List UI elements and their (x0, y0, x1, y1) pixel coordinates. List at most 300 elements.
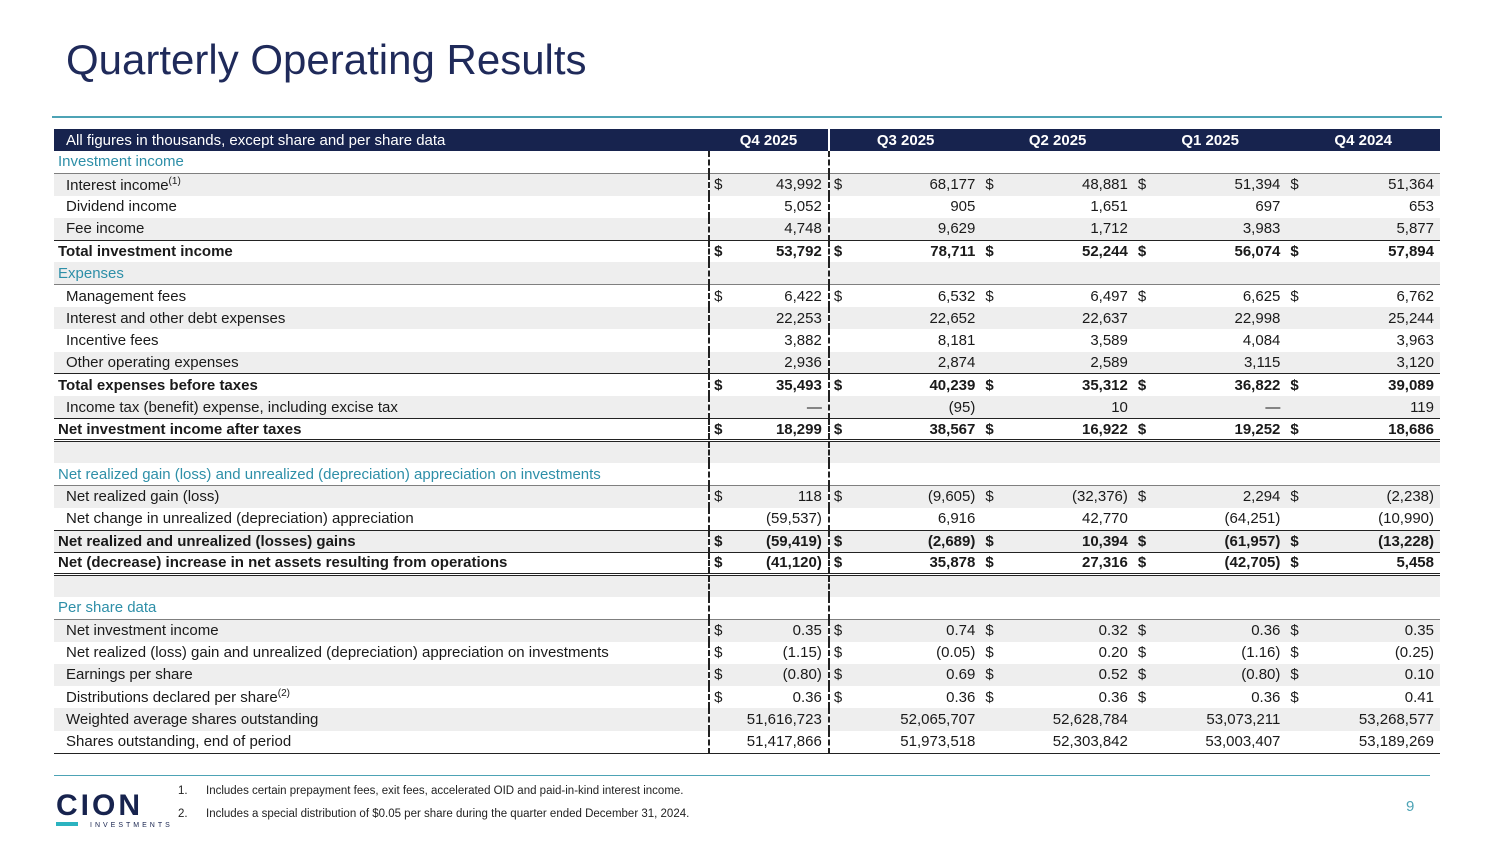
value-cell: (1.16) (1241, 644, 1281, 662)
currency-symbol (981, 597, 1014, 619)
currency-symbol (981, 352, 1014, 374)
value-cell (1319, 597, 1440, 619)
currency-symbol (1286, 262, 1319, 284)
currency-symbol (981, 196, 1014, 218)
currency-symbol (981, 151, 1014, 173)
value-cell: 5,458 (1319, 552, 1440, 574)
row-label (54, 686, 709, 708)
row-label (54, 196, 709, 218)
currency-symbol: $ (985, 688, 994, 706)
row-label (54, 218, 709, 240)
value-cell: 35,493 (730, 374, 829, 396)
value-cell: (42,705) (1167, 552, 1287, 574)
value-cell: 6,422 (730, 285, 829, 307)
currency-symbol (1134, 307, 1167, 329)
currency-symbol (981, 441, 1014, 463)
row-label-text: Net realized gain (loss) (66, 488, 220, 506)
table-row (54, 218, 1440, 240)
footnote (178, 783, 689, 806)
currency-symbol (709, 441, 729, 463)
currency-symbol (981, 262, 1014, 284)
currency-symbol (829, 196, 862, 218)
currency-symbol (1134, 575, 1167, 597)
currency-symbol (1286, 731, 1319, 753)
currency-symbol (1286, 196, 1319, 218)
value-cell: 2,294 (1167, 485, 1287, 507)
footer-divider (54, 775, 1430, 776)
value-cell: 22,652 (862, 307, 982, 329)
value-cell: 35,878 (862, 552, 982, 574)
header-quarter: Q4 2025 (709, 129, 829, 151)
table-row (54, 619, 1440, 641)
table-row (54, 708, 1440, 730)
value-cell: 0.35 (1319, 619, 1440, 641)
currency-symbol (1134, 262, 1167, 284)
currency-symbol (829, 597, 862, 619)
row-label-text: Net investment income after taxes (58, 420, 302, 438)
currency-symbol: $ (714, 287, 723, 305)
value-cell: (41,120) (730, 552, 829, 574)
footnotes (178, 783, 689, 829)
value-cell: (32,376) (1014, 485, 1134, 507)
currency-symbol (1134, 218, 1167, 240)
value-cell: 3,115 (1167, 352, 1287, 374)
value-cell: 22,998 (1167, 307, 1287, 329)
currency-symbol: $ (829, 419, 862, 441)
header-quarter: Q1 2025 (1134, 129, 1287, 151)
value-cell: 0.36 (1098, 688, 1128, 706)
value-cell: 0.32 (1014, 619, 1134, 641)
currency-symbol (829, 463, 862, 485)
row-label (54, 396, 709, 418)
currency-symbol: $ (1134, 240, 1167, 262)
row-label-text: Total investment income (58, 243, 233, 261)
currency-symbol (709, 196, 729, 218)
row-label-text: Net investment income (66, 622, 219, 640)
value-cell: 905 (950, 198, 976, 216)
footnote (178, 806, 689, 829)
value-cell: 53,189,269 (1319, 731, 1440, 753)
currency-symbol: $ (981, 664, 1014, 686)
value-cell (1167, 463, 1287, 485)
table-header-row (54, 129, 1440, 151)
value-cell: 119 (1319, 396, 1440, 418)
row-label-text: Distributions declared per share (66, 689, 278, 707)
currency-symbol: $ (1134, 419, 1167, 441)
value-cell: 0.52 (1014, 664, 1134, 686)
table-row (54, 686, 1440, 708)
row-label (54, 463, 709, 485)
value-cell: 6,497 (1090, 287, 1128, 305)
currency-symbol: $ (981, 485, 1014, 507)
row-label-text: Fee income (66, 220, 145, 238)
header-quarter: Q2 2025 (981, 129, 1134, 151)
currency-symbol (981, 463, 1014, 485)
value-cell (862, 262, 982, 284)
currency-symbol: $ (1286, 619, 1319, 641)
value-cell: 53,003,407 (1167, 731, 1287, 753)
currency-symbol (829, 262, 862, 284)
currency-symbol (981, 731, 1014, 753)
section-header-row (54, 597, 1440, 619)
value-cell: 10,394 (1014, 530, 1134, 552)
currency-symbol (709, 463, 729, 485)
value-cell: 51,616,723 (730, 708, 829, 730)
title-divider (52, 116, 1442, 118)
currency-symbol: $ (1134, 664, 1167, 686)
value-cell: 43,992 (730, 173, 829, 195)
currency-symbol (1286, 508, 1319, 530)
currency-symbol (829, 508, 862, 530)
currency-symbol (1286, 575, 1319, 597)
value-cell: 5,877 (1319, 218, 1440, 240)
footnote-reference: (2) (277, 688, 291, 700)
currency-symbol: $ (1137, 688, 1147, 706)
value-cell: 0.36 (730, 686, 829, 708)
value-cell: 2,874 (862, 352, 982, 374)
currency-symbol: $ (1134, 374, 1167, 396)
currency-symbol (829, 329, 862, 351)
value-cell (1167, 441, 1287, 463)
currency-symbol (1134, 731, 1167, 753)
row-label (54, 374, 709, 396)
currency-symbol (709, 508, 729, 530)
footnote-number: 1. (178, 785, 188, 797)
row-label (54, 597, 709, 619)
currency-symbol (1286, 463, 1319, 485)
row-label-text: Other operating expenses (66, 354, 239, 372)
row-label-text: Weighted average shares outstanding (66, 711, 319, 729)
row-label (54, 329, 709, 351)
value-cell: 6,762 (1396, 287, 1434, 305)
row-label-text: Total expenses before taxes (58, 376, 258, 394)
currency-symbol (981, 218, 1014, 240)
currency-symbol (1134, 508, 1167, 530)
row-label-text: Net (decrease) increase in net assets resulting from operations (58, 554, 508, 572)
value-cell (730, 575, 829, 597)
currency-symbol (709, 262, 729, 284)
value-cell: (0.25) (1394, 644, 1434, 662)
value-cell: 0.10 (1319, 664, 1440, 686)
table-row (54, 731, 1440, 753)
value-cell (862, 597, 982, 619)
row-label (54, 708, 709, 730)
value-cell: 35,312 (1014, 374, 1134, 396)
row-label (54, 664, 709, 686)
currency-symbol (709, 731, 729, 753)
footnote-text: Includes certain prepayment fees, exit fees, accelerated OID and paid-in-kind interest income. (206, 785, 684, 797)
row-label (54, 508, 709, 530)
section-header-row (54, 151, 1440, 173)
currency-symbol (1134, 352, 1167, 374)
currency-symbol (981, 329, 1014, 351)
value-cell: 1,712 (1014, 218, 1134, 240)
row-label-text: Net realized gain (loss) and unrealized (depreciation) appreciation on investments (58, 465, 601, 483)
currency-symbol: $ (1134, 485, 1167, 507)
value-cell (862, 463, 982, 485)
value-cell (1167, 575, 1287, 597)
table-row (54, 485, 1440, 507)
currency-symbol: $ (981, 173, 1014, 195)
currency-symbol: $ (981, 374, 1014, 396)
row-label-text: Management fees (66, 287, 187, 305)
footnote-number: 2. (178, 808, 188, 820)
value-cell (1319, 151, 1440, 173)
value-cell: — (730, 396, 829, 418)
row-label (54, 552, 709, 574)
value-cell (730, 262, 829, 284)
currency-symbol (709, 708, 729, 730)
logo-subtitle: INVESTMENTS (90, 822, 173, 829)
currency-symbol: $ (1290, 287, 1299, 305)
currency-symbol: $ (709, 552, 729, 574)
currency-symbol: $ (829, 240, 862, 262)
currency-symbol: $ (714, 688, 723, 706)
currency-symbol (1134, 196, 1167, 218)
value-cell (730, 463, 829, 485)
currency-symbol: $ (709, 530, 729, 552)
row-label (54, 575, 709, 597)
currency-symbol (1134, 396, 1167, 418)
value-cell: 3,589 (1090, 332, 1128, 350)
value-cell: (2,238) (1319, 485, 1440, 507)
value-cell: 52,303,842 (1014, 731, 1134, 753)
value-cell (1014, 463, 1134, 485)
row-label (54, 307, 709, 329)
table-row (54, 196, 1440, 218)
value-cell (1319, 575, 1440, 597)
row-label-text: Incentive fees (66, 332, 159, 350)
currency-symbol: $ (829, 552, 862, 574)
page-number: 9 (1406, 798, 1415, 815)
currency-symbol (829, 307, 862, 329)
table-row (54, 285, 1440, 307)
value-cell: (0.05) (936, 644, 976, 662)
currency-symbol: $ (1134, 530, 1167, 552)
currency-symbol: $ (1286, 374, 1319, 396)
row-label (54, 352, 709, 374)
row-label (54, 619, 709, 641)
row-label (54, 285, 709, 307)
table-row (54, 642, 1440, 664)
value-cell: 52,244 (1014, 240, 1134, 262)
value-cell: — (1167, 396, 1287, 418)
currency-symbol (709, 396, 729, 418)
value-cell: 53,792 (730, 240, 829, 262)
spacer-row (54, 575, 1440, 597)
currency-symbol: $ (981, 419, 1014, 441)
currency-symbol (1134, 708, 1167, 730)
section-header-row (54, 262, 1440, 284)
value-cell (1014, 441, 1134, 463)
value-cell: 2,589 (1014, 352, 1134, 374)
row-label-text: Interest and other debt expenses (66, 309, 286, 327)
value-cell: 25,244 (1319, 307, 1440, 329)
currency-symbol: $ (985, 644, 994, 662)
value-cell: 56,074 (1167, 240, 1287, 262)
value-cell: 697 (1255, 198, 1281, 216)
currency-symbol: $ (1290, 688, 1299, 706)
currency-symbol: $ (985, 287, 994, 305)
value-cell (862, 575, 982, 597)
currency-symbol: $ (981, 530, 1014, 552)
value-cell: (64,251) (1224, 510, 1281, 528)
value-cell: 0.36 (946, 688, 976, 706)
value-cell: 653 (1408, 198, 1434, 216)
currency-symbol (829, 151, 862, 173)
row-label-text: Earnings per share (66, 666, 193, 684)
currency-symbol: $ (1286, 173, 1319, 195)
table-row (54, 508, 1440, 530)
value-cell (1014, 151, 1134, 173)
row-label (54, 441, 709, 463)
row-label-text: Shares outstanding, end of period (66, 733, 292, 751)
value-cell: 51,364 (1319, 173, 1440, 195)
value-cell: 6,625 (1242, 287, 1281, 305)
currency-symbol: $ (833, 644, 843, 662)
currency-symbol: $ (829, 619, 862, 641)
currency-symbol (829, 708, 862, 730)
value-cell: 3,983 (1167, 218, 1287, 240)
value-cell (1014, 575, 1134, 597)
value-cell: (95) (862, 396, 982, 418)
row-label (54, 485, 709, 507)
value-cell (730, 597, 829, 619)
footnote-text: Includes a special distribution of $0.05 per share during the quarter ended December 31, 2024. (206, 808, 690, 820)
currency-symbol (1134, 329, 1167, 351)
quarterly-results-table (54, 129, 1440, 754)
row-label-text: Per share data (58, 599, 157, 617)
value-cell: 0.41 (1404, 688, 1434, 706)
currency-symbol (829, 575, 862, 597)
row-label-text: Interest income (66, 176, 169, 194)
value-cell: (0.80) (1167, 664, 1287, 686)
value-cell: 3,963 (1396, 332, 1434, 350)
section-header-row (54, 463, 1440, 485)
value-cell: (0.80) (730, 664, 829, 686)
total-row (54, 374, 1440, 396)
value-cell: (59,537) (730, 508, 829, 530)
currency-symbol (1286, 352, 1319, 374)
currency-symbol: $ (709, 664, 729, 686)
currency-symbol: $ (1286, 240, 1319, 262)
value-cell: 36,822 (1167, 374, 1287, 396)
row-label (54, 419, 709, 441)
row-label-text: Net change in unrealized (depreciation) appreciation (66, 510, 414, 528)
table-row (54, 329, 1440, 351)
currency-symbol (1286, 218, 1319, 240)
value-cell: 51,973,518 (862, 731, 982, 753)
value-cell: 48,881 (1014, 173, 1134, 195)
value-cell: 38,567 (862, 419, 982, 441)
currency-symbol: $ (1134, 173, 1167, 195)
value-cell: 57,894 (1319, 240, 1440, 262)
table-row (54, 173, 1440, 195)
currency-symbol (1286, 441, 1319, 463)
value-cell: (9,605) (862, 485, 982, 507)
value-cell: 42,770 (1081, 510, 1128, 528)
currency-symbol: $ (709, 619, 729, 641)
value-cell (1167, 262, 1287, 284)
value-cell (1014, 597, 1134, 619)
total-row (54, 419, 1440, 441)
value-cell: 0.74 (862, 619, 982, 641)
value-cell (730, 151, 829, 173)
currency-symbol: $ (981, 240, 1014, 262)
value-cell: 5,052 (730, 196, 829, 218)
value-cell: 3,882 (730, 329, 829, 351)
spacer-row (54, 441, 1440, 463)
header-quarter: Q3 2025 (829, 129, 982, 151)
currency-symbol (1134, 441, 1167, 463)
currency-symbol (829, 396, 862, 418)
currency-symbol: $ (829, 530, 862, 552)
value-cell (1014, 262, 1134, 284)
currency-symbol (981, 708, 1014, 730)
currency-symbol: $ (833, 688, 843, 706)
total-row (54, 240, 1440, 262)
logo-wordmark: CION (56, 789, 143, 822)
row-label-text: Dividend income (66, 198, 177, 216)
value-cell: 1,651 (1090, 198, 1128, 216)
currency-symbol (981, 307, 1014, 329)
value-cell (862, 441, 982, 463)
table-row (54, 307, 1440, 329)
currency-symbol (1286, 329, 1319, 351)
table-row (54, 352, 1440, 374)
value-cell: 0.36 (1251, 688, 1281, 706)
currency-symbol (1286, 151, 1319, 173)
row-label-text: Net realized and unrealized (losses) gains (58, 532, 356, 550)
currency-symbol (829, 218, 862, 240)
row-label-text: Net realized (loss) gain and unrealized (depreciation) appreciation on investments (66, 644, 609, 662)
currency-symbol: $ (714, 644, 723, 662)
cion-logo (56, 789, 173, 829)
value-cell: 22,253 (730, 307, 829, 329)
total-row (54, 552, 1440, 574)
currency-symbol: $ (1137, 644, 1147, 662)
row-label (54, 173, 709, 195)
value-cell (862, 151, 982, 173)
currency-symbol (1286, 396, 1319, 418)
value-cell: 9,629 (862, 218, 982, 240)
row-label (54, 262, 709, 284)
row-label (54, 151, 709, 173)
row-label-text: Expenses (58, 264, 124, 282)
header-quarter: Q4 2024 (1286, 129, 1440, 151)
currency-symbol: $ (709, 240, 729, 262)
currency-symbol (1286, 597, 1319, 619)
value-cell: 53,073,211 (1167, 708, 1287, 730)
row-label (54, 240, 709, 262)
value-cell: 8,181 (937, 332, 976, 350)
value-cell: 53,268,577 (1319, 708, 1440, 730)
value-cell: 0.35 (730, 619, 829, 641)
currency-symbol (709, 329, 729, 351)
value-cell (1319, 463, 1440, 485)
value-cell: 78,711 (862, 240, 982, 262)
value-cell: (13,228) (1319, 530, 1440, 552)
value-cell: 68,177 (862, 173, 982, 195)
value-cell: 6,916 (937, 510, 976, 528)
currency-symbol (709, 352, 729, 374)
footnote-reference: (1) (168, 175, 181, 187)
currency-symbol: $ (981, 552, 1014, 574)
value-cell: (10,990) (1378, 510, 1434, 528)
value-cell: 6,532 (937, 287, 976, 305)
value-cell (1167, 151, 1287, 173)
currency-symbol: $ (829, 173, 862, 195)
